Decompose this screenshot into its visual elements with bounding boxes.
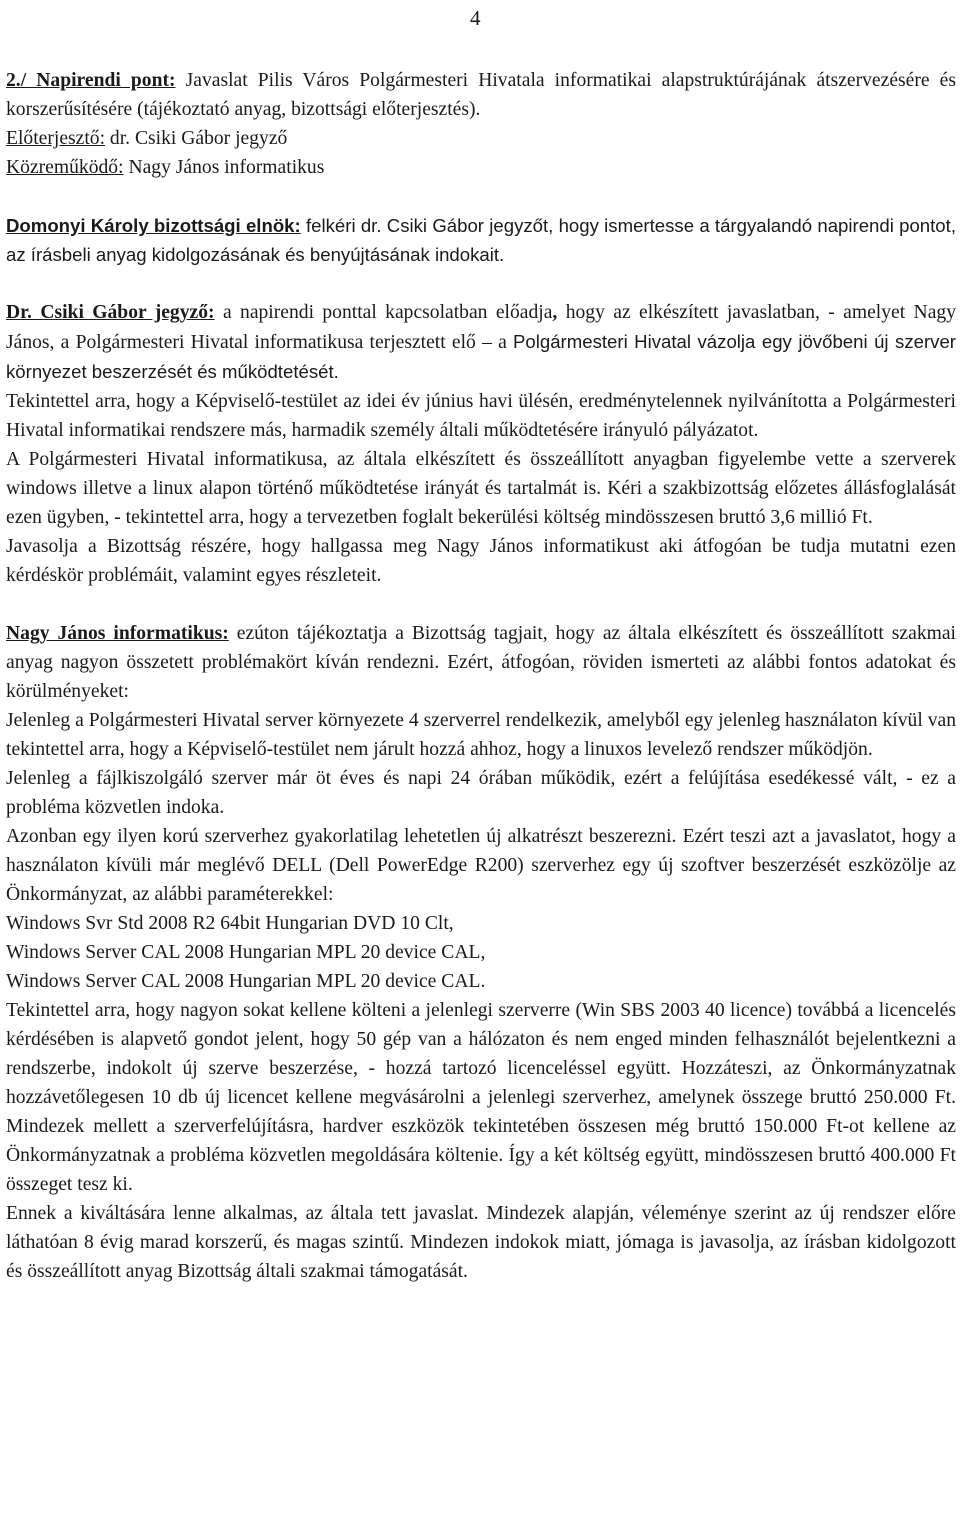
- clerk-paragraph-4: Javasolja a Bizottság részére, hogy hallgassa meg Nagy János informatikust aki átfogóan be tudja mutatni ezen kérdéskör problémáit, valamint egyes részleteit.: [6, 536, 956, 586]
- clerk-paragraph-3: A Polgármesteri Hivatal informatikusa, az általa elkészített és összeállított anyagban figyelembe vette a szerverek windows illetve a linux alapon történő működtetése irányát és tartalmát is. Kéri a szakbizottság előzetes állásfoglalását ezen ügyben, - tekintettel arra, hogy a tervezetben foglalt bekerülési költség mindösszesen bruttó 3,6 millió Ft.: [6, 449, 956, 528]
- contributor-line: [6, 153, 956, 182]
- clerk-text-b: hogy az elkészített javaslatban, - amelyet Nagy János, a Polgármesteri Hivatal informatikusa terjesztett elő – a: [6, 302, 956, 353]
- it-text: ezúton tájékoztatja a Bizottság tagjait, hogy az általa elkészített és összeállított szakmai anyag nagyon összetett problémakört kíván rendezni. Ezért, átfogóan, röviden ismerteti az alábbi fontos adatokat és körülményeket:: [6, 623, 956, 702]
- clerk-text-a: a napirendi ponttal kapcsolatban előadja: [214, 302, 553, 323]
- presenter-value: dr. Csiki Gábor jegyző: [105, 128, 288, 149]
- it-paragraph-6: Ennek a kiváltására lenne alkalmas, az általa tett javaslat. Mindezek alapján, véleménye szerint az új rendszer előre láthatóan 8 évig marad korszerű, és magas szintű. Mindezen indokok miatt, jómaga is javasolja, az írásban kidolgozott és összeállított anyag Bizottság általi szakmai támogatását.: [6, 1203, 956, 1282]
- license-list-item: Windows Svr Std 2008 R2 64bit Hungarian DVD 10 Clt,: [6, 913, 454, 934]
- chair-speaker: Domonyi Károly bizottsági elnök:: [6, 215, 301, 236]
- chair-statement: [6, 211, 956, 269]
- clerk-speaker: Dr. Csiki Gábor jegyző:: [6, 302, 215, 323]
- presenter-line: [6, 124, 956, 153]
- document-page: [6, 66, 956, 1286]
- clerk-text-sans: Polgármesteri Hivatal vázolja egy jövőbeni új szerver környezet beszerzését és működtetését.: [6, 331, 956, 382]
- agenda-item-label: 2./ Napirendi pont:: [6, 70, 176, 91]
- agenda-item-text: Javaslat Pilis Város Polgármesteri Hivatala informatikai alapstruktúrájának átszervezésére és korszerűsítésére (tájékoztató anyag, bizottsági előterjesztés).: [6, 70, 956, 120]
- clerk-paragraph-2: Tekintettel arra, hogy a Képviselő-testület az idei év június havi ülésén, eredménytelennek nyilvánította a Polgármesteri Hivatal informatikai rendszere más, harmadik személy általi működtetésére irányuló pályázatot.: [6, 391, 956, 441]
- page-number: 4: [470, 6, 481, 30]
- it-speaker: Nagy János informatikus:: [6, 623, 229, 644]
- it-statement: [6, 619, 956, 706]
- it-paragraph-4: Azonban egy ilyen korú szerverhez gyakorlatilag lehetetlen új alkatrészt beszerezni. Ezért teszi azt a javaslatot, hogy a használaton kívüli már meglévő DELL (Dell PowerEdge R200) szerverhez egy új szoftver beszerzését eszközölje az Önkormányzat, az alábbi paraméterekkel:: [6, 826, 956, 905]
- agenda-item-title: [6, 66, 956, 124]
- contributor-label: Közreműködő:: [6, 157, 124, 178]
- it-paragraph-3: Jelenleg a fájlkiszolgáló szerver már öt éves és napi 24 órában működik, ezért a felújítása esedékessé vált, - ez a probléma közvetlen indoka.: [6, 768, 956, 818]
- license-list-item: Windows Server CAL 2008 Hungarian MPL 20 device CAL,: [6, 942, 486, 963]
- chair-text: felkéri dr. Csiki Gábor jegyzőt, hogy ismertesse a tárgyalandó napirendi pontot, az írásbeli anyag kidolgozásának és benyújtásának indokait.: [6, 215, 956, 265]
- clerk-text-comma: ,: [552, 302, 558, 323]
- clerk-statement: [6, 298, 956, 387]
- contributor-value: Nagy János informatikus: [123, 157, 325, 178]
- presenter-label: Előterjesztő:: [6, 128, 106, 149]
- license-list-item: Windows Server CAL 2008 Hungarian MPL 20 device CAL.: [6, 971, 486, 992]
- it-paragraph-2: Jelenleg a Polgármesteri Hivatal server környezete 4 szerverrel rendelkezik, amelyből egy jelenleg használaton kívül van tekintettel arra, hogy a Képviselő-testület nem járult hozzá ahhoz, hogy a linuxos levelező rendszer működjön.: [6, 710, 956, 760]
- it-paragraph-5: Tekintettel arra, hogy nagyon sokat kellene költeni a jelenlegi szerverre (Win SBS 2003 40 licence) továbbá a licencelés kérdésében is alapvető gondot jelent, hogy 50 gép van a hálózaton és nem enged minden felhasználót bejelentkezni a rendszerbe, indokolt új szerve beszerzése, - hozzá tartozó licenceléssel együtt. Hozzáteszi, az Önkormányzatnak hozzávetőlegesen 10 db új licencet kellene megvásárolni a jelenlegi szerverhez, amelynek összege bruttó 250.000 Ft. Mindezek mellett a szerverfelújításra, hardver eszközök tekintetében összesen még bruttó 150.000 Ft-ot kellene az Önkormányzatnak a probléma közvetlen megoldására költenie. Így a két költség együtt, mindösszesen bruttó 400.000 Ft összeget tesz ki.: [6, 1000, 956, 1195]
